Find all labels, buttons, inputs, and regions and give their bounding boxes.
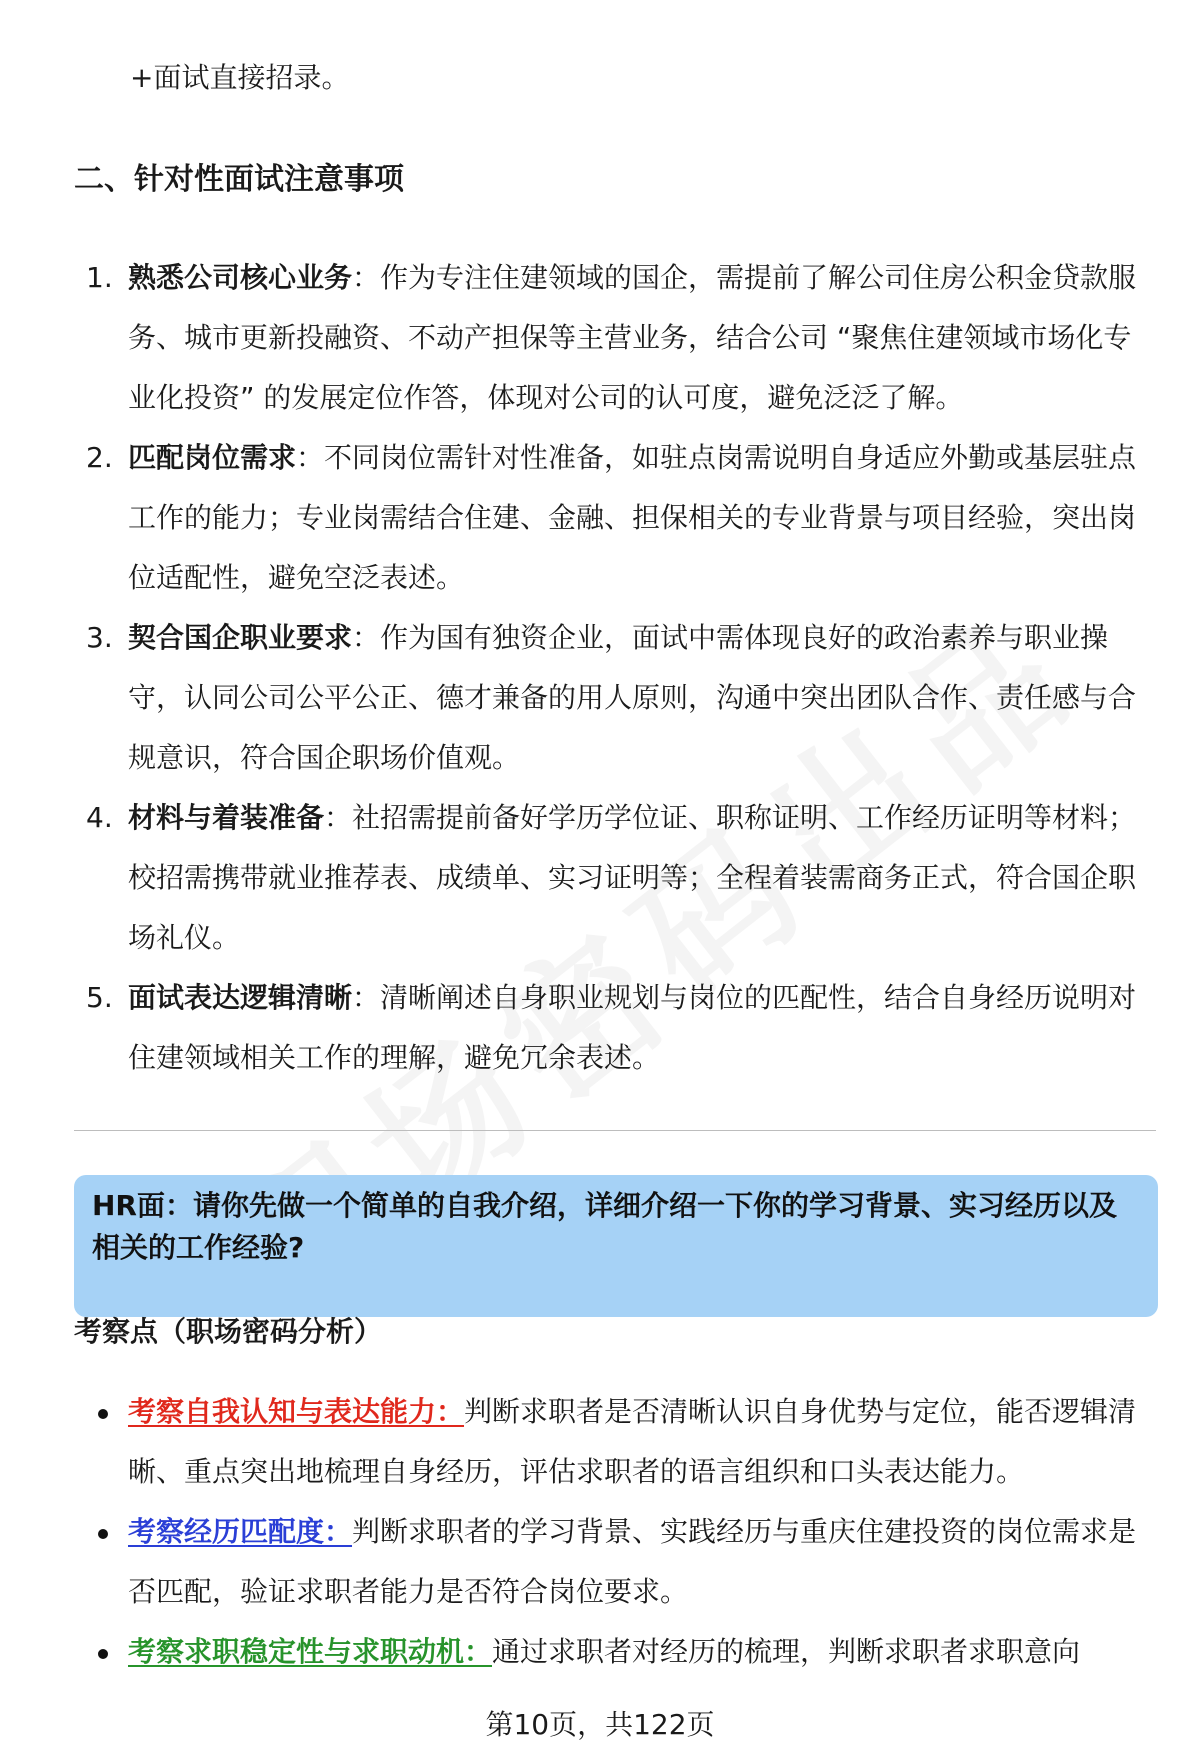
- list-item: [74, 1382, 1142, 1502]
- item-title: 匹配岗位需求: [128, 441, 297, 474]
- point-text: 判断求职者是否清晰认识自身优势与定位，能否逻辑清晰、重点突出地梳理自身经历，评估求职者的语言组织和口头表达能力。: [128, 1395, 1137, 1488]
- item-text: 作为专注住建领域的国企，需提前了解公司住房公积金贷款服务、城市更新投融资、不动产担保等主营业务，结合公司 “聚焦住建领域市场化专业化投资” 的发展定位作答，体现对公司的认可度，避免泛泛了解。: [128, 261, 1137, 414]
- item-separator: ：: [296, 441, 325, 474]
- item-text: 作为国有独资企业，面试中需体现良好的政治素养与职业操守，认同公司公平公正、德才兼备的用人原则，沟通中突出团队合作、责任感与合规意识，符合国企职场价值观。: [128, 621, 1137, 774]
- bullet-icon: [98, 1529, 108, 1539]
- item-separator: ：: [324, 801, 353, 834]
- item-text: 社招需提前备好学历学位证、职称证明、工作经历证明等材料；校招需携带就业推荐表、成绩单、实习证明等；全程着装需商务正式，符合国企职场礼仪。: [128, 801, 1137, 954]
- continuation-text: +面试直接招录。: [130, 61, 350, 94]
- section-heading: 二、针对性面试注意事项: [74, 162, 404, 197]
- list-number: 1.: [86, 261, 113, 294]
- divider: [74, 1130, 1156, 1131]
- analysis-points: [74, 1382, 1142, 1682]
- item-separator: ：: [352, 981, 381, 1014]
- item-separator: ：: [352, 621, 381, 654]
- list-number: 3.: [86, 621, 113, 654]
- notes-list: [74, 248, 1142, 1088]
- list-item: [74, 1502, 1142, 1622]
- list-number: 5.: [86, 981, 113, 1014]
- bullet-icon: [98, 1409, 108, 1419]
- point-keyword: 考察经历匹配度：: [128, 1515, 353, 1548]
- point-keyword: 考察求职稳定性与求职动机：: [128, 1635, 493, 1668]
- page-footer: 第10页，共122页: [485, 1708, 715, 1741]
- item-title: 熟悉公司核心业务: [128, 261, 353, 294]
- bullet-icon: [98, 1649, 108, 1659]
- point-text: 判断求职者的学习背景、实践经历与重庆住建投资的岗位需求是否匹配，验证求职者能力是否符合岗位要求。: [128, 1515, 1137, 1608]
- list-number: 2.: [86, 441, 113, 474]
- item-title: 契合国企职业要求: [128, 621, 353, 654]
- list-number: 4.: [86, 801, 113, 834]
- point-text: 通过求职者对经历的梳理，判断求职者求职意向: [492, 1635, 1081, 1668]
- analysis-heading: 考察点（职场密码分析）: [74, 1315, 383, 1348]
- list-item: [74, 968, 1142, 1088]
- point-keyword: 考察自我认知与表达能力：: [128, 1395, 465, 1428]
- list-item: [74, 1622, 1142, 1682]
- item-separator: ：: [352, 261, 381, 294]
- item-text: 清晰阐述自身职业规划与岗位的匹配性，结合自身经历说明对住建领域相关工作的理解，避免冗余表述。: [128, 981, 1137, 1074]
- item-title: 面试表达逻辑清晰: [128, 981, 353, 1014]
- item-text: 不同岗位需针对性准备，如驻点岗需说明自身适应外勤或基层驻点工作的能力；专业岗需结合住建、金融、担保相关的专业背景与项目经验，突出岗位适配性，避免空泛表述。: [128, 441, 1137, 594]
- list-item: [74, 248, 1142, 428]
- hr-question-box: HR面：请你先做一个简单的自我介绍，详细介绍一下你的学习背景、实习经历以及相关的工作经验?: [74, 1175, 1158, 1317]
- item-title: 材料与着装准备: [128, 801, 325, 834]
- list-item: [74, 608, 1142, 788]
- list-item: [74, 788, 1142, 968]
- list-item: [74, 428, 1142, 608]
